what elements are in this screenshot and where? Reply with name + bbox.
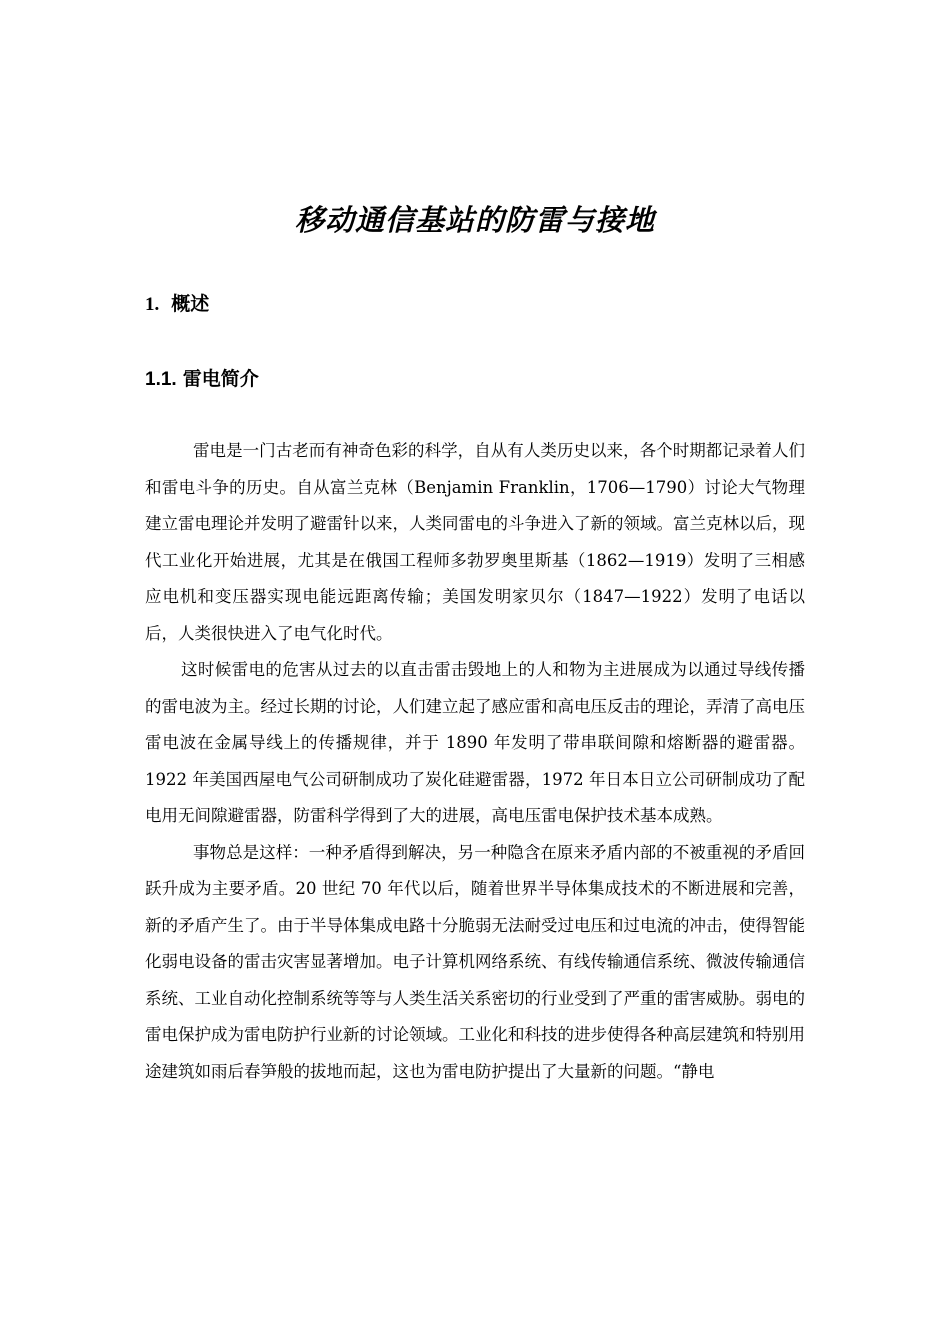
section-heading-1-1 <box>145 366 259 394</box>
document-title: 移动通信基站的防雷与接地 <box>294 203 655 237</box>
paragraph: 这时候雷电的危害从过去的以直击雷击毁地上的人和物为主进展成为以通过导线传播的雷电波为主。经过长期的讨论，人们建立起了感应雷和高电压反击的理论，弄清了高电压雷电波在金属导线上的传播规律，并于 1890 年发明了带串联间隙和熔断器的避雷器。1922 年美国西屋电气公司研制成功了炭化硅避雷器，1972 年日本日立公司研制成功了配电用无间隙避雷器，防雷科学得到了大的进展，高电压雷电保护技术基本成熟。 <box>145 660 805 825</box>
section-number: 1. <box>145 294 160 315</box>
body-text <box>145 433 805 1090</box>
section-title: 概述 <box>171 293 210 315</box>
paragraph: 雷电是一门古老而有神奇色彩的科学，自从有人类历史以来，各个时期都记录着人们和雷电斗争的历史。自从富兰克林（Benjamin Franklin，1706—1790）讨论大气物理建立雷电理论并发明了避雷针以来，人类同雷电的斗争进入了新的领域。富兰克林以后，现代工业化开始进展，尤其是在俄国工程师多勃罗奥里斯基（1862—1919）发明了三相感应电机和变压器实现电能远距离传输；美国发明家贝尔（1847—1922）发明了电话以后，人类很快进入了电气化时代。 <box>145 441 805 643</box>
paragraph: 事物总是这样：一种矛盾得到解决，另一种隐含在原来矛盾内部的不被重视的矛盾回跃升成为主要矛盾。20 世纪 70 年代以后，随着世界半导体集成技术的不断进展和完善，新的矛盾产生了。由于半导体集成电路十分脆弱无法耐受过电压和过电流的冲击，使得智能化弱电设备的雷击灾害显著增加。电子计算机网络系统、有线传输通信系统、微波传输通信系统、工业自动化控制系统等等与人类生活关系密切的行业受到了严重的雷害威胁。弱电的雷电保护成为雷电防护行业新的讨论领域。工业化和科技的进步使得各种高层建筑和特别用途建筑如雨后春笋般的拔地而起，这也为雷电防护提出了大量新的问题。“静电 <box>145 842 805 1081</box>
section-heading-1 <box>145 290 209 319</box>
subsection-number: 1.1. <box>145 369 177 390</box>
subsection-title: 雷电简介 <box>182 369 259 390</box>
